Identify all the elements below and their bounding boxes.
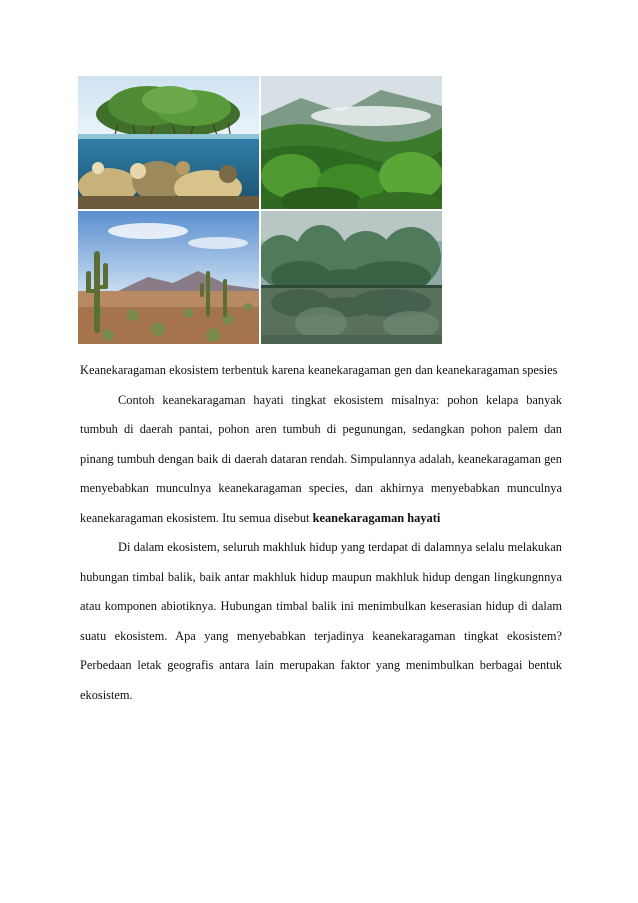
keanekaragaman-hayati-term: keanekaragaman hayati — [312, 510, 441, 525]
lake-forest-ecosystem-image — [261, 211, 442, 344]
paragraph-2 — [80, 386, 562, 534]
mountain-forest-ecosystem-image — [261, 76, 442, 209]
body-text — [80, 356, 562, 710]
mountain-forest-ecosystem-illustration — [261, 76, 442, 209]
desert-ecosystem-image — [78, 211, 259, 344]
ecosystem-photo-grid — [78, 76, 442, 344]
paragraph-1: Keanekaragaman ekosistem terbentuk karena keanekaragaman gen dan keanekaragaman spesies — [80, 363, 558, 377]
paragraph-3: Di dalam ekosistem, seluruh makhluk hidup yang terdapat di dalamnya selalu melakukan hubungan timbal balik, baik antar makhluk hidup maupun makhluk hidup dengan lingkungnnya atau komponen abiotiknya. Hubungan timbal balik ini menimbulkan keserasian hidup di dalam suatu ekosistem. Apa yang menyebabkan terjadinya keanekaragaman tingkat ekosistem? Perbedaan letak geografis antara lain merupakan faktor yang menimbulkan berbagai bentuk ekosistem. — [80, 540, 562, 702]
mangrove-ecosystem-image — [78, 76, 259, 209]
mangrove-ecosystem-illustration — [78, 76, 259, 209]
desert-ecosystem-illustration — [78, 211, 259, 344]
lake-forest-ecosystem-illustration — [261, 211, 442, 344]
paragraph-2-text: Contoh keanekaragaman hayati tingkat ekosistem misalnya: pohon kelapa banyak tumbuh di daerah pantai, pohon aren tumbuh di pegunungan, sedangkan pohon palem dan pinang tumbuh dengan baik di daerah dataran rendah. Simpulannya adalah, keanekaragaman gen menyebabkan munculnya keanekaragaman species, dan akhirnya menyebabkan munculnya keanekaragaman ekosistem. Itu semua disebut — [80, 392, 562, 525]
